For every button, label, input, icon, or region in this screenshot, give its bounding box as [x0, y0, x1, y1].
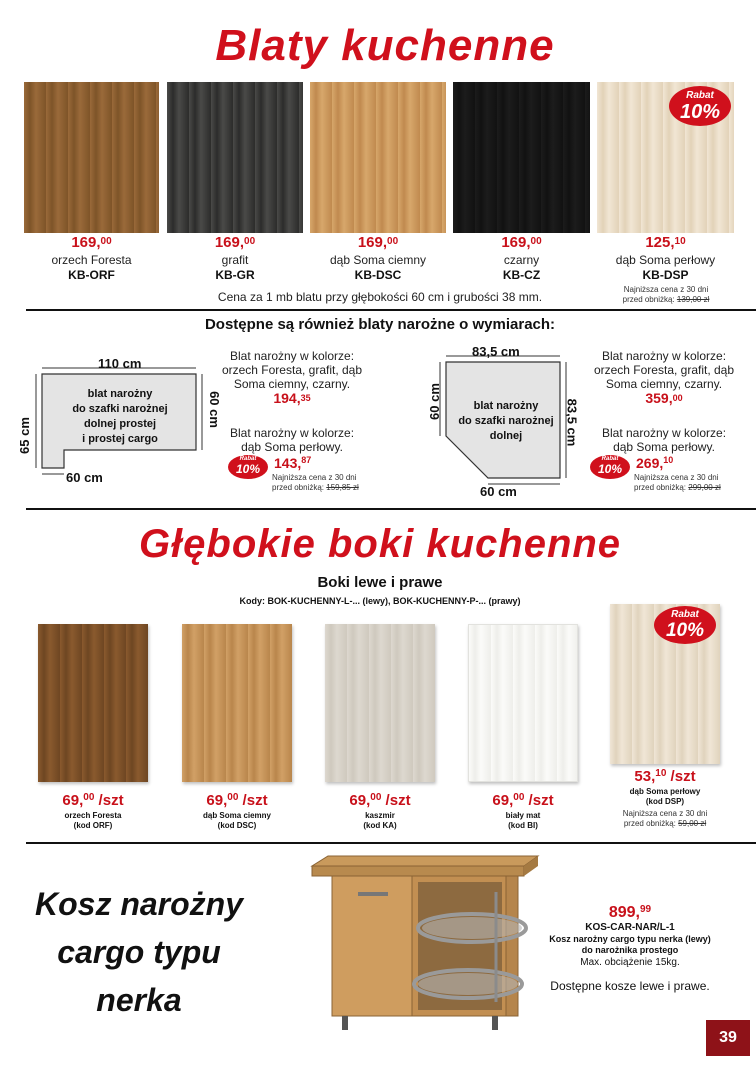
- countertop-price: 169,00: [71, 234, 112, 251]
- side-panel-price: 53,10 /szt: [634, 768, 696, 785]
- side-panel-price: 69,00 /szt: [349, 792, 411, 809]
- side-panel-price: 69,00 /szt: [206, 792, 268, 809]
- basket-code: KOS-CAR-NAR/L-1: [585, 922, 675, 933]
- divider: [26, 309, 756, 311]
- side-panel-swatch: [325, 624, 435, 782]
- lowest-price-note: Najniższa cena z 30 dni przed obniżką: 159,85 zł: [272, 473, 359, 492]
- countertop-swatch: [167, 82, 303, 233]
- side-panel-name: dąb Soma ciemny: [202, 811, 272, 820]
- countertop-code: KB-GR: [215, 268, 255, 282]
- page-title: Blaty kuchenne: [215, 21, 555, 70]
- rabat-badge: Rabat 10%: [228, 455, 268, 479]
- countertop-item[interactable]: [597, 82, 734, 282]
- side-panel-code: (kod KA): [363, 821, 397, 830]
- basket-title: Kosz narożny cargo typu nerka: [34, 886, 244, 1018]
- page-number: 39: [719, 1029, 737, 1046]
- countertop-code: KB-DSP: [642, 268, 689, 282]
- basket-load: Max. obciążenie 15kg.: [580, 957, 680, 968]
- side-panel-swatch: [38, 624, 148, 782]
- side-panel-item[interactable]: [315, 620, 445, 834]
- corner-price: 194,35: [273, 390, 311, 406]
- basket-info: [540, 904, 720, 993]
- countertop-swatch: [310, 82, 446, 233]
- side-panel-swatch: [182, 624, 292, 782]
- basket-desc: Kosz narożny cargo typu nerka (lewy) do narożnika prostego: [549, 934, 711, 955]
- side-panel-item[interactable]: [600, 600, 730, 834]
- corner-left-text: Blat narożny w kolorze: orzech Foresta, grafit, dąb Soma ciemny, czarny. 194,35: [212, 349, 372, 405]
- corner-price: 269,10: [636, 455, 674, 471]
- corner-right-text-b: Blat narożny w kolorze: dąb Soma perłowy.: [601, 426, 727, 454]
- divider: [26, 508, 756, 510]
- countertop-item[interactable]: [24, 82, 159, 282]
- countertop-swatch: [453, 82, 590, 233]
- dim-bottom: 60 cm: [480, 484, 517, 499]
- countertop-name: orzech Foresta: [51, 253, 132, 267]
- countertop-name: dąb Soma perłowy: [615, 253, 716, 267]
- dim-right: 60 cm: [206, 391, 222, 428]
- dim-right: 83,5 cm: [564, 398, 580, 447]
- countertop-note: Cena za 1 mb blatu przy głębokości 60 cm i grubości 38 mm.: [217, 290, 543, 304]
- countertop-name: czarny: [503, 253, 540, 267]
- lowest-price-note: Najniższa cena z 30 dni przed obniżką: 59,00 zł: [622, 809, 708, 828]
- side-panel-price: 69,00 /szt: [62, 792, 124, 809]
- dim-bottom: 60 cm: [66, 470, 103, 485]
- countertop-price: 169,00: [357, 234, 399, 251]
- lowest-price-note: Najniższa cena z 30 dni przed obniżką: 139,00 zł: [622, 285, 710, 304]
- dim-top: 110 cm: [98, 356, 142, 371]
- dim-left: 60 cm: [426, 383, 442, 420]
- page-number-badge: [706, 1020, 750, 1056]
- corner-shape-label: blat narożny do szafki narożnej dolnej: [458, 400, 554, 442]
- countertop-code: KB-DSC: [354, 268, 402, 282]
- rabat-badge: Rabat 10%: [654, 606, 716, 644]
- sides-codes: Kody: BOK-KUCHENNY-L-... (lewy), BOK-KUCHENNY-P-... (prawy): [239, 596, 521, 606]
- rabat-badge: Rabat 10%: [669, 86, 731, 126]
- countertop-item[interactable]: [310, 82, 446, 282]
- side-panel-item[interactable]: [28, 620, 158, 834]
- countertop-price: 125,10: [645, 234, 686, 251]
- basket-note: Dostępne kosze lewe i prawe.: [550, 979, 710, 993]
- countertop-price: 169,00: [214, 234, 256, 251]
- dim-top: 83,5 cm: [472, 344, 520, 359]
- countertop-name: grafit: [221, 253, 249, 267]
- countertop-code: KB-CZ: [502, 268, 541, 282]
- side-panel-item[interactable]: [172, 620, 302, 834]
- side-panel-name: orzech Foresta: [64, 811, 122, 820]
- side-panel-code: (kod DSP): [645, 797, 685, 806]
- side-panel-code: (kod BI): [508, 821, 538, 830]
- corner-heading: Dostępne są również blaty narożne o wymiarach:: [204, 316, 556, 333]
- side-panel-code: (kod DSC): [217, 821, 257, 830]
- side-panel-price: 69,00 /szt: [492, 792, 554, 809]
- sides-title: Głębokie boki kuchenne: [138, 522, 622, 566]
- basket-cabinet-image: [306, 852, 546, 1032]
- corner-left-text-b: Blat narożny w kolorze: dąb Soma perłowy.: [229, 426, 355, 454]
- corner-price: 143,87: [274, 455, 312, 471]
- lowest-price-note: Najniższa cena z 30 dni przed obniżką: 299,00 zł: [634, 473, 721, 492]
- side-panel-swatch: [468, 624, 578, 782]
- dim-left: 65 cm: [16, 417, 32, 454]
- countertop-code: KB-ORF: [68, 268, 115, 282]
- sides-subtitle: Boki lewe i prawe: [317, 574, 443, 591]
- divider: [26, 842, 756, 844]
- countertop-item[interactable]: [167, 82, 303, 282]
- side-panel-code: (kod ORF): [73, 821, 113, 830]
- side-panel-item[interactable]: [458, 620, 588, 834]
- rabat-badge: Rabat 10%: [590, 455, 630, 479]
- side-panel-name: kaszmir: [365, 811, 395, 820]
- corner-price: 359,00: [645, 390, 683, 406]
- side-panel-name: dąb Soma perłowy: [629, 787, 701, 796]
- countertop-item[interactable]: [453, 82, 590, 282]
- corner-shape-label: blat narożny do szafki narożnej dolnej prostej i prostej cargo: [72, 388, 168, 445]
- countertop-row: [24, 82, 734, 282]
- basket-price: 899,99: [608, 904, 652, 921]
- side-panel-name: biały mat: [505, 811, 541, 820]
- countertop-price: 169,00: [501, 234, 542, 251]
- countertop-swatch: [24, 82, 159, 233]
- corner-right-text: Blat narożny w kolorze: orzech Foresta, grafit, dąb Soma ciemny, czarny. 359,00: [584, 349, 744, 405]
- countertop-name: dąb Soma ciemny: [329, 253, 427, 267]
